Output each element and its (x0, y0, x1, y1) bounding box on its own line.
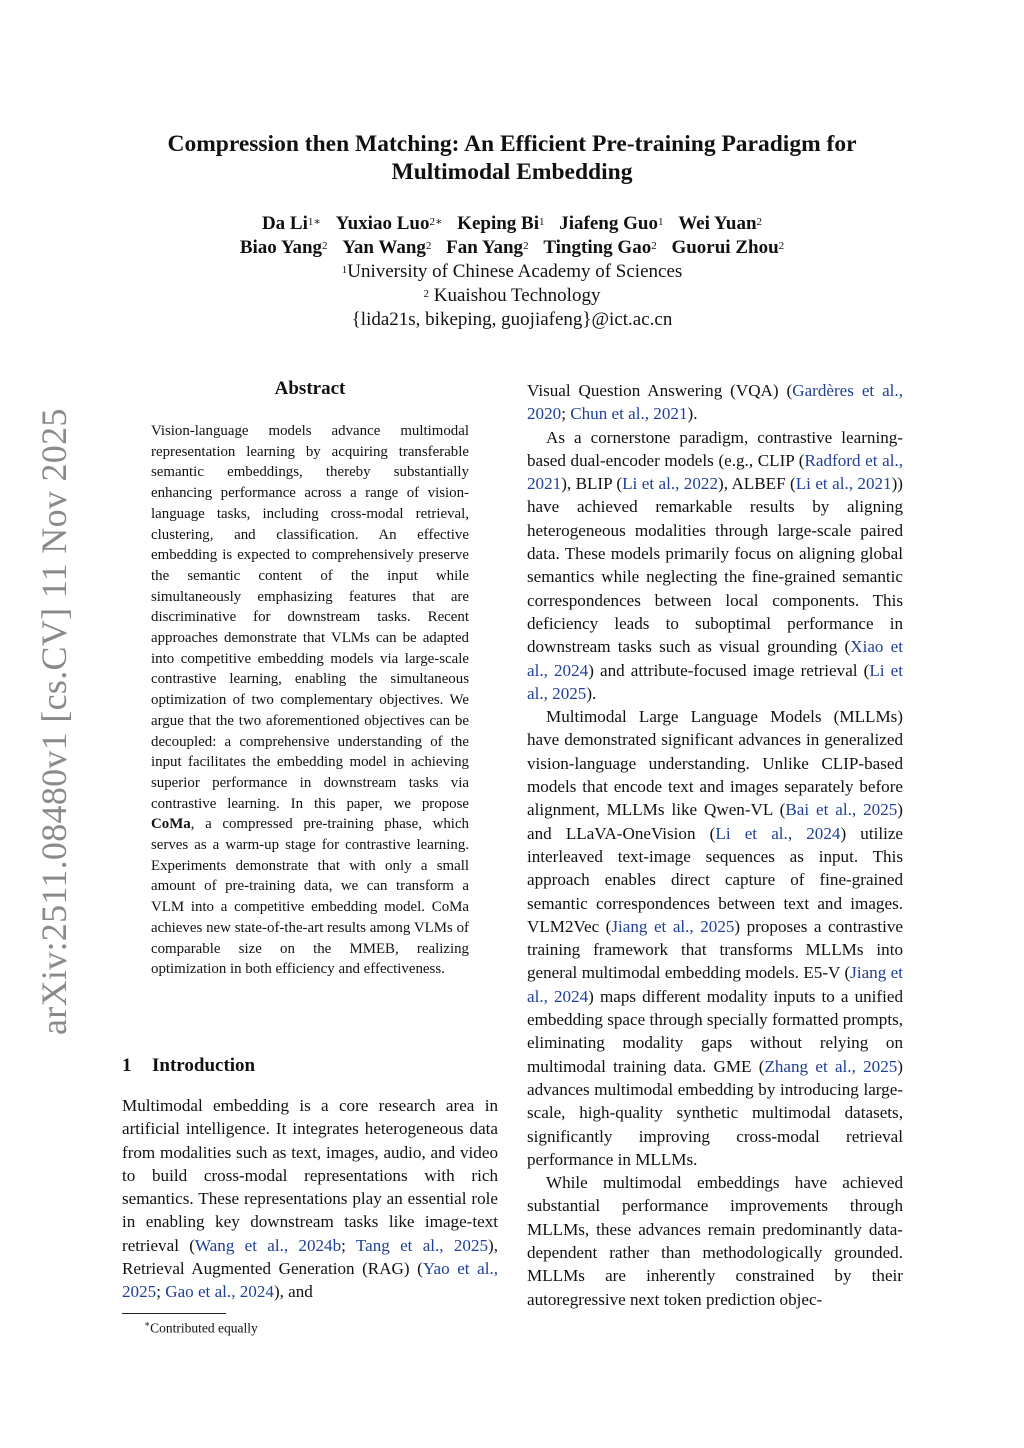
author-name: Guorui Zhou$^2$ (671, 237, 785, 258)
author-row-2 (100, 236, 924, 260)
footnote: ∗Contributed equally (144, 1319, 258, 1336)
method-name: CoMa (151, 816, 191, 833)
paper-title (100, 130, 924, 186)
citation-link[interactable]: Jiang et al., 2024 (527, 963, 903, 1006)
citation-link[interactable]: Wang et al., 2024b (194, 1235, 342, 1255)
author-row-1 (100, 212, 924, 236)
author-name: Tingting Gao$^2$ (543, 237, 657, 258)
author-name: Keping Bi$^1$ (457, 213, 545, 234)
citation-link[interactable]: Xiao et al., 2024 (527, 637, 903, 680)
intro-paragraph-1: Multimodal embedding is a core research area in artificial intelligence. It integrates heterogeneous data from modalities such as text, images, audio, and video to build cross-modal representations with rich semantics. These representations play an essential role in enabling key downstream tasks like image-text retrieval (Wang et al., 2024b; Tang et al., 2025), Retrieval Augmented Generation (RAG) (Yao et al., 2025; Gao et al., 2024), and (122, 1096, 499, 1302)
affiliation-2: $^2$ Kuaishou Technology (423, 285, 601, 306)
author-name: Biao Yang$^2$ (239, 237, 328, 258)
citation-link[interactable]: Li et al., 2021 (795, 474, 892, 494)
right-paragraph-2: Multimodal Large Language Models (MLLMs) have demonstrated significant advances in generalized vision-language understanding. Unlike CLIP-based models that encode text and images separately before alignment, MLLMs like Qwen-VL (Bai et al., 2025) and LLaVA-OneVision (Li et al., 2024) utilize interleaved text-image sequences as input. This approach enables direct capture of fine-grained semantic correspondences between text and images. VLM2Vec (Jiang et al., 2025) proposes a contrastive training framework that transforms MLLMs into general multimodal embedding models. E5-V (Jiang et al., 2024) maps different modality inputs to a unified embedding space through specially formatted prompts, eliminating modality gaps without relying on multimodal training data. GME (Zhang et al., 2025) advances multimodal embedding by introducing large-scale, high-quality synthetic multimodal datasets, significantly improving cross-modal retrieval performance in MLLMs. (527, 707, 904, 1169)
abstract-heading: Abstract (274, 378, 346, 399)
section-heading-introduction: 1 Introduction (122, 1055, 256, 1076)
citation-link[interactable]: Bai et al., 2025 (785, 800, 898, 820)
author-name: Jiafeng Guo$^1$ (559, 213, 664, 234)
title-line-1: Compression then Matching: An Efficient Pre-training Paradigm for (167, 131, 857, 157)
citation-link[interactable]: Yao et al., 2025 (122, 1259, 498, 1302)
citation-link[interactable]: Jiang et al., 2025 (611, 916, 735, 936)
citation-link[interactable]: Radford et al., 2021 (527, 450, 904, 494)
citation-link[interactable]: Gardères et al., 2020 (527, 381, 903, 424)
author-name: Yan Wang$^2$ (342, 237, 432, 258)
citation-link[interactable]: Li et al., 2022 (622, 474, 718, 494)
right-column (527, 379, 903, 1311)
author-block (100, 212, 924, 332)
right-paragraph-3: While multimodal embeddings have achieved substantial performance improvements through MLLMs, these advances remain predominantly data-dependent rather than methodologically grounded. MLLMs are inherently constrained by their autoregressive next token prediction objec- (527, 1173, 903, 1309)
citation-link[interactable]: Zhang et al., 2025 (764, 1056, 898, 1076)
citation-link[interactable]: Gao et al., 2024 (165, 1282, 274, 1302)
affiliation-1: $^1$University of Chinese Academy of Sciences (341, 261, 683, 282)
author-name: Da $Li^{1∗}$ (261, 213, 321, 234)
author-name: Yuxiao Luo$^{2∗}$ (335, 213, 443, 234)
right-paragraph-0: Visual Question Answering (VQA) (Gardères et al., 2020; Chun et al., 2021). (527, 381, 903, 424)
author-name: Wei Yuan$^2$ (678, 213, 763, 234)
citation-link[interactable]: Li et al., 2024 (715, 823, 841, 843)
author-email: {lida21s, bikeping, guojiafeng}@ict.ac.cn (351, 309, 673, 330)
title-line-2: Multimodal Embedding (391, 159, 633, 185)
right-paragraph-1: As a cornerstone paradigm, contrastive learning-based dual-encoder models (e.g., CLIP (Radford et al., 2021), BLIP (Li et al., 2022), ALBEF (Li et al., 2021)) have achieved remarkable results by aligning heterogeneous modalities through large-scale paired data. These models primarily focus on aligning global semantics while neglecting the fine-grained semantic correspondences between local components. This deficiency leads to suboptimal performance in downstream tasks such as visual grounding (Xiao et al., 2024) and attribute-focused image retrieval (Li et al., 2025). (527, 427, 904, 703)
abstract-text: Vision-language models advance multimodal representation learning by acquiring transferable semantic embeddings, thereby substantially enhancing performance across a range of vision-language tasks, including cross-modal retrieval, clustering, and classification. An effective embedding is expected to comprehensively preserve the semantic content of the input while simultaneously emphasizing features that are discriminative for downstream tasks. Recent approaches demonstrate that VLMs can be adapted into competitive embedding models via large-scale contrastive learning, enabling the simultaneous optimization of two complementary objectives. We argue that the two aforementioned objectives can be decoupled: a comprehensive understanding of the input facilitates the embedding model in achieving superior performance in downstream tasks via contrastive learning. In this paper, we propose CoMa, a compressed pre-training phase, which serves as a warm-up stage for contrastive learning. Experiments demonstrate that with only a small amount of pre-training data, we can transform a VLM into a competitive embedding model. CoMa achieves new state-of-the-art results among VLMs of comparable size on the MMEB, realizing optimization in both efficiency and effectiveness. (151, 423, 469, 978)
citation-link[interactable]: Li et al., 2025 (527, 660, 903, 703)
arxiv-identifier: arXiv:2511.08480v1 [cs.CV] 11 Nov 2025 (34, 408, 74, 1035)
citation-link[interactable]: Chun et al., 2021 (570, 404, 688, 424)
citation-link[interactable]: Tang et al., 2025 (355, 1235, 489, 1255)
author-name: Fan Yang$^2$ (446, 237, 529, 258)
